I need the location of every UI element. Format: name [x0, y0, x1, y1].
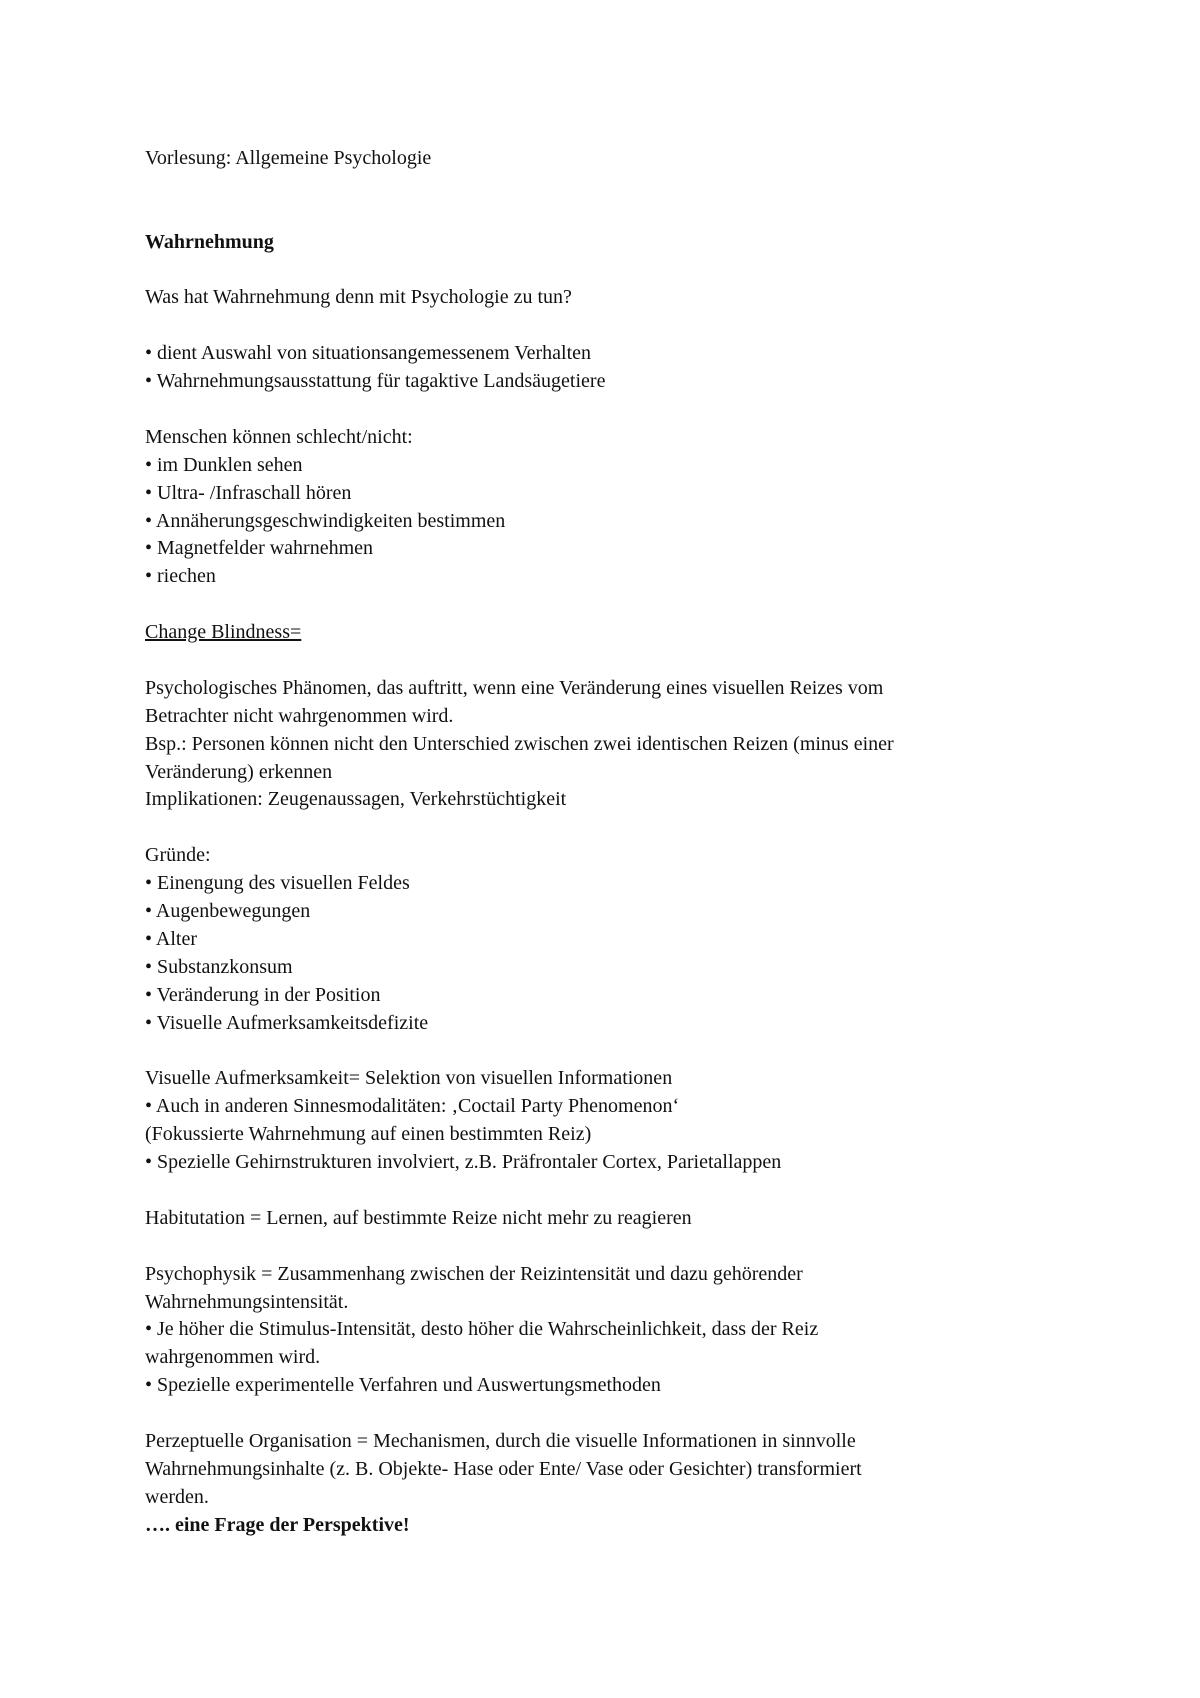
- list-item: • im Dunklen sehen: [145, 453, 303, 476]
- paragraph-line: Psychophysik = Zusammenhang zwischen der Reizintensität und dazu gehörender: [145, 1262, 803, 1285]
- section-heading: Wahrnehmung: [145, 230, 274, 253]
- list-item: • Substanzkonsum: [145, 955, 293, 978]
- paragraph-line: • Auch in anderen Sinnesmodalitäten: ‚Coctail Party Phenomenon‘: [145, 1095, 680, 1118]
- paragraph-line: Wahrnehmungsintensität.: [145, 1290, 349, 1313]
- closing-line: …. eine Frage der Perspektive!: [145, 1513, 410, 1536]
- paragraph-line: Bsp.: Personen können nicht den Unterschied zwischen zwei identischen Reizen (minus einer: [145, 732, 894, 755]
- paragraph-line: wahrgenommen wird.: [145, 1346, 321, 1369]
- document-title: Vorlesung: Allgemeine Psychologie: [145, 147, 432, 169]
- paragraph-line: Betrachter nicht wahrgenommen wird.: [145, 704, 454, 727]
- gruende-intro: Gründe:: [145, 844, 211, 867]
- list-item: • Veränderung in der Position: [145, 983, 381, 1006]
- menschen-intro: Menschen können schlecht/nicht:: [145, 425, 413, 448]
- list-item: • Visuelle Aufmerksamkeitsdefizite: [145, 1011, 429, 1034]
- paragraph-line: werden.: [145, 1485, 209, 1508]
- paragraph-line: Wahrnehmungsinhalte (z. B. Objekte- Hase oder Ente/ Vase oder Gesichter) transformiert: [145, 1457, 862, 1480]
- paragraph-line: Perzeptuelle Organisation = Mechanismen, durch die visuelle Informationen in sinnvolle: [145, 1429, 856, 1452]
- paragraph-line: • Spezielle Gehirnstrukturen involviert, z.B. Präfrontaler Cortex, Parietallappen: [145, 1151, 782, 1174]
- paragraph-line: (Fokussierte Wahrnehmung auf einen bestimmten Reiz): [145, 1123, 592, 1146]
- list-item: • Wahrnehmungsausstattung für tagaktive Landsäugetiere: [145, 370, 606, 393]
- document-page: [145, 145, 1105, 1540]
- paragraph-line: Implikationen: Zeugenaussagen, Verkehrstüchtigkeit: [145, 788, 567, 811]
- list-item: • dient Auswahl von situationsangemessenem Verhalten: [145, 342, 591, 365]
- list-item: • riechen: [145, 565, 216, 588]
- paragraph-line: Visuelle Aufmerksamkeit= Selektion von visuellen Informationen: [145, 1067, 673, 1090]
- question-text: Was hat Wahrnehmung denn mit Psychologie zu tun?: [145, 286, 572, 309]
- list-item: • Alter: [145, 927, 197, 950]
- paragraph-line: • Spezielle experimentelle Verfahren und Auswertungsmethoden: [145, 1374, 661, 1397]
- habituation-line: Habitutation = Lernen, auf bestimmte Reize nicht mehr zu reagieren: [145, 1206, 692, 1229]
- change-blindness-heading: Change Blindness=: [145, 621, 302, 644]
- paragraph-line: • Je höher die Stimulus-Intensität, desto höher die Wahrscheinlichkeit, dass der Reiz: [145, 1318, 819, 1341]
- paragraph-line: Veränderung) erkennen: [145, 760, 333, 783]
- list-item: • Ultra- /Infraschall hören: [145, 481, 352, 504]
- list-item: • Annäherungsgeschwindigkeiten bestimmen: [145, 509, 506, 532]
- list-item: • Einengung des visuellen Feldes: [145, 872, 410, 895]
- paragraph-line: Psychologisches Phänomen, das auftritt, wenn eine Veränderung eines visuellen Reizes vom: [145, 676, 884, 699]
- list-item: • Magnetfelder wahrnehmen: [145, 537, 374, 560]
- list-item: • Augenbewegungen: [145, 900, 311, 923]
